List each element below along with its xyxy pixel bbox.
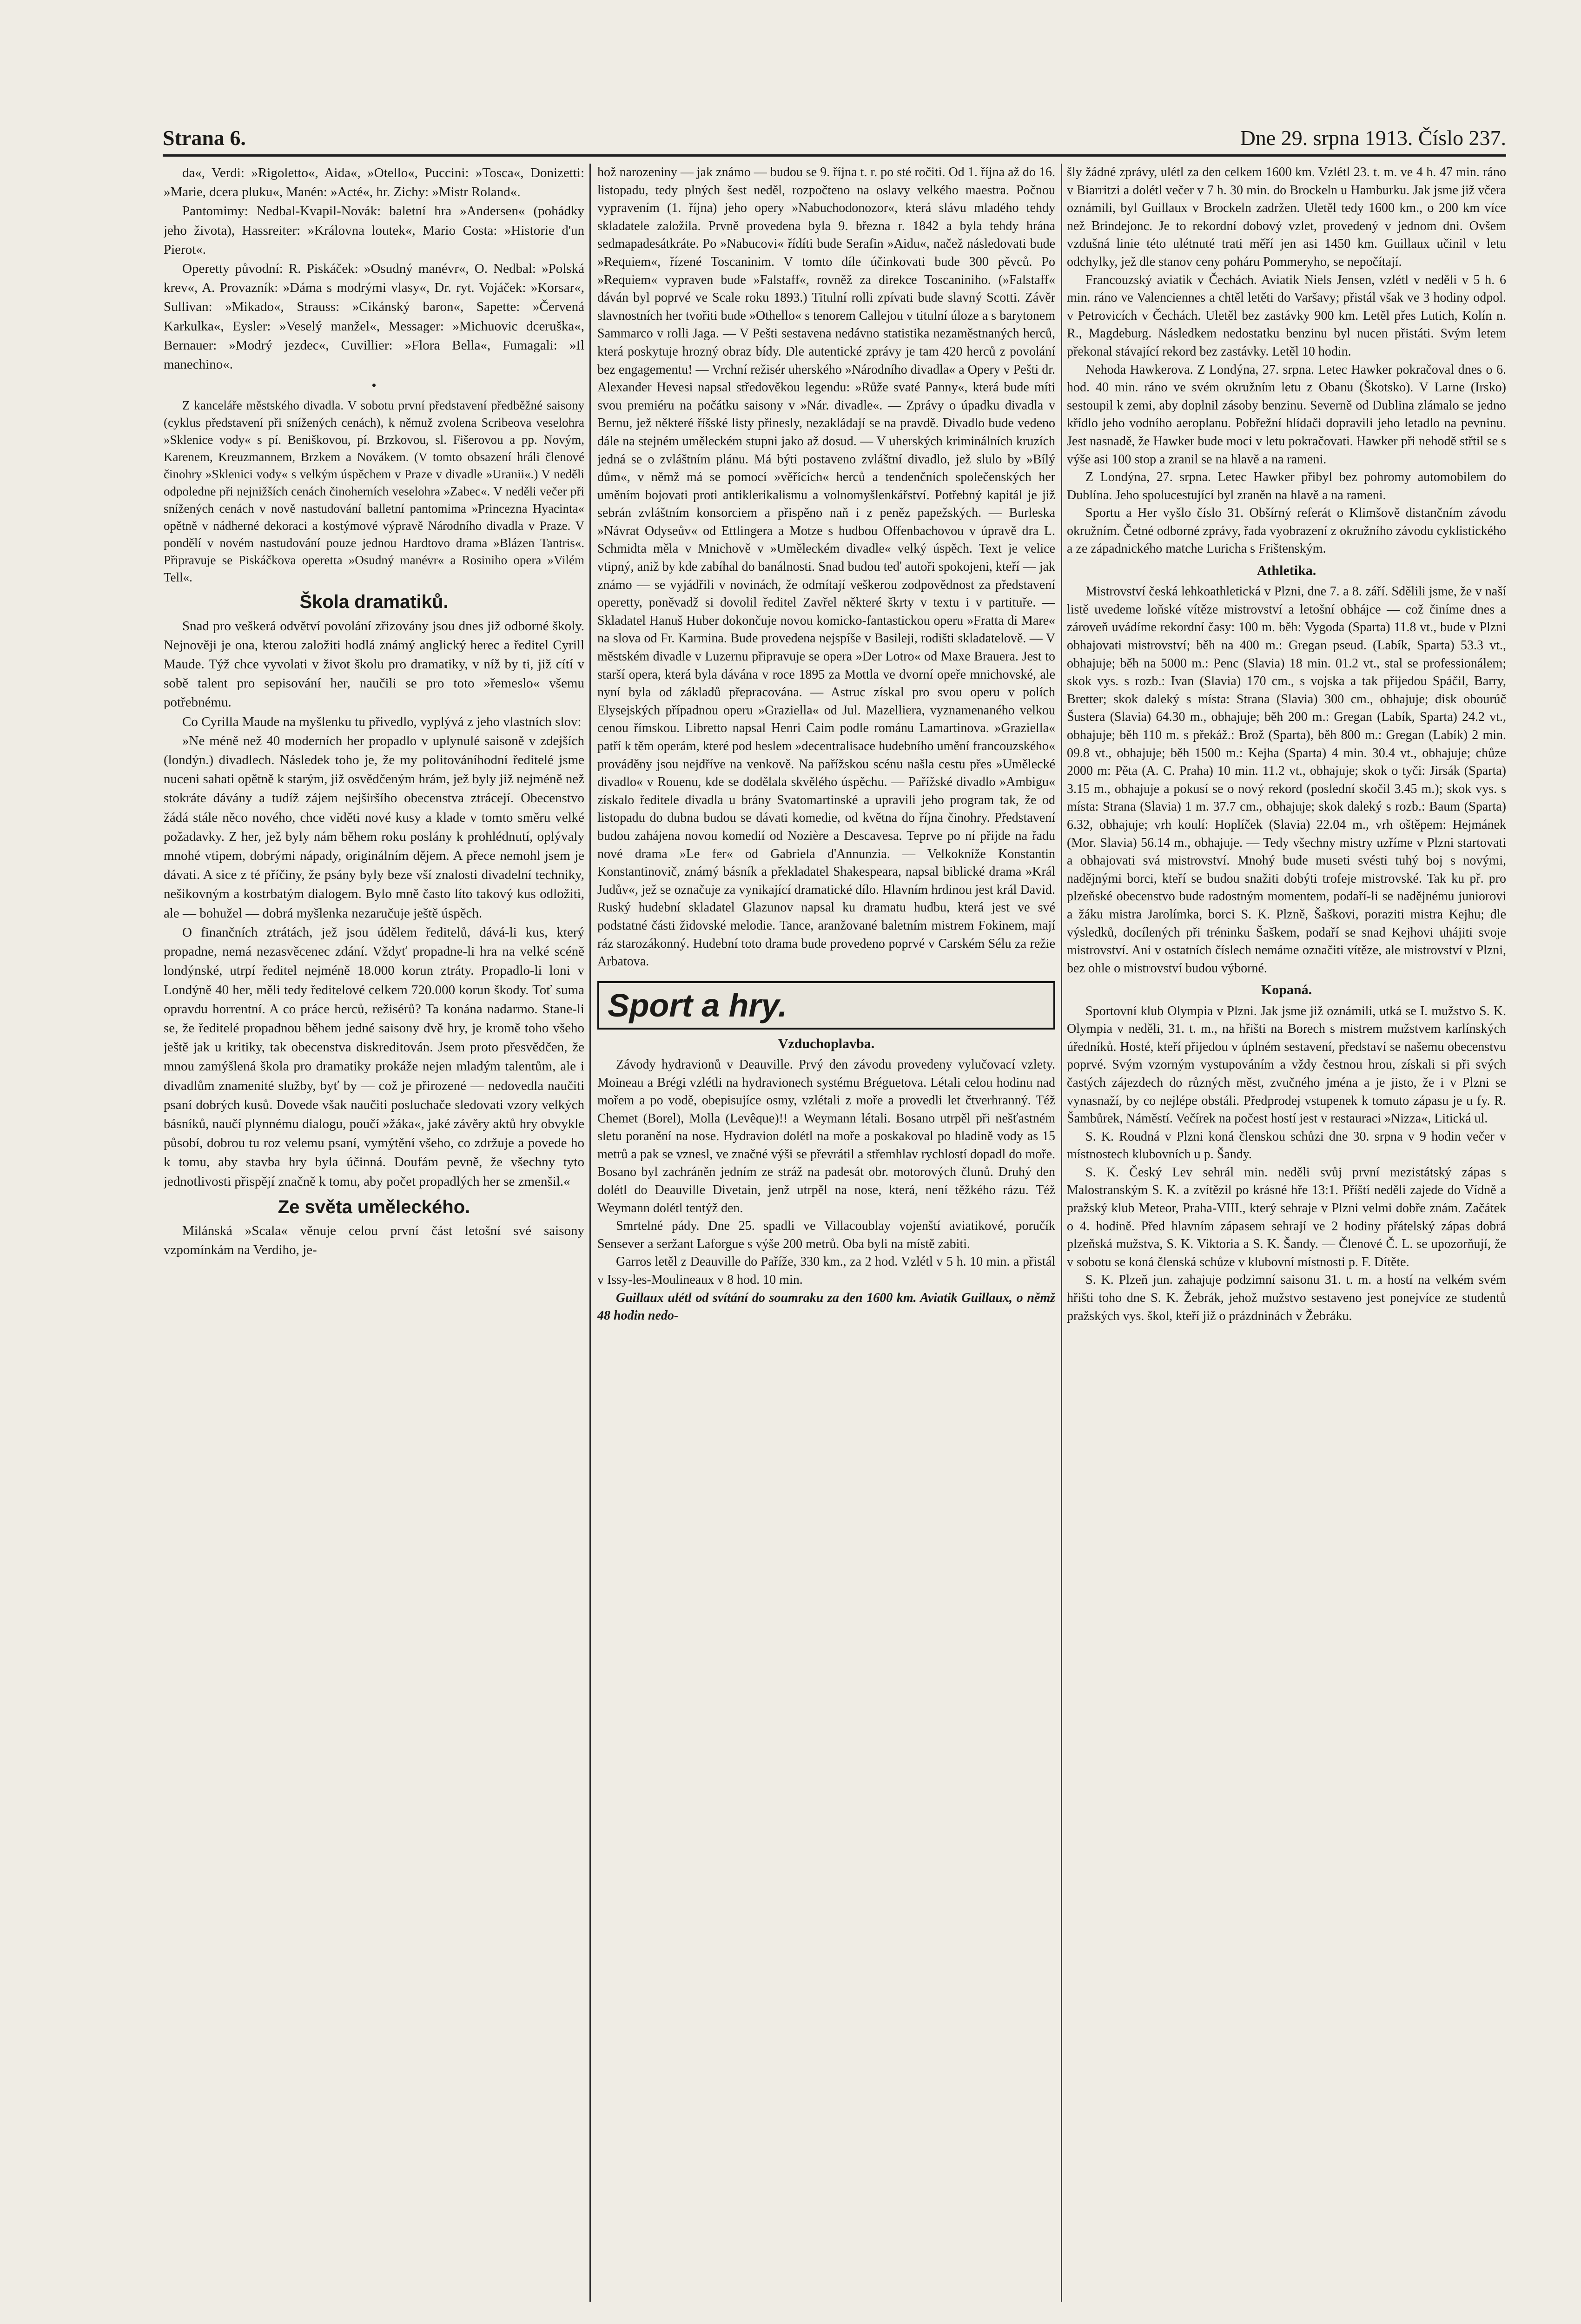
header-rule (163, 154, 1506, 157)
issue-date: Dne 29. srpna 1913. Číslo 237. (1240, 126, 1506, 150)
paragraph: Francouzský aviatik v Čechách. Aviatik Niels Jensen, vzlétl v neděli v 5 h. 6 min. ráno ve Valenciennes a chtěl letěti do Varšavy; přistál však ve 3 hodiny odpol. v Petrovicích v Čechách. Uletěl bez zastávky 900 km. Letěl přes Lutich, Kolín n. R., Magdeburg. Následkem nedostatku benzinu byl nucen přistáti. Svým letem překonal stávající rekord bez zastávky. Letěl 10 hodin. (1067, 272, 1506, 359)
paragraph: Snad pro veškerá odvětví povolání zřizovány jsou dnes již odborné školy. Nejnověji je ona, kterou založiti hodlá známý anglický herec a ředitel Cyrill Maude. Týž chce vyvolati v život školu pro dramatiky, v níž by ti, již cítí v sobě talent pro sepisování her, naučili se pro toto »řemeslo« všemu potřebnému. (164, 618, 584, 710)
paragraph: Sportu a Her vyšlo číslo 31. Obšírný referát o Klimšově distančním závodu okružním. Četné odborné zprávy, řada vyobrazení z okružního závodu cyklistického a ze západnického matche Luricha s Frištenským. (1067, 506, 1506, 556)
column-1 (164, 164, 584, 2311)
paragraph: da«, Verdi: »Rigoletto«, Aida«, »Otello«, Puccini: »Tosca«, Donizetti: »Marie, dcera pluku«, Manén: »Acté«, hr. Zichy: »Mistr Roland«. (164, 165, 584, 200)
subsection-title: Vzduchoplavba. (778, 1036, 875, 1051)
paragraph: Mistrovství česká lehkoathletická v Plzni, dne 7. a 8. září. Sdělili jsme, že v naší listě uvedeme loňské vítěze mistrovství a letošní obhájce — což činíme dnes a zároveň uvádíme rekordní časy: 100 m. běh: Vygoda (Sparta) 11.8 vt., bude v Plzni obhajovati mistrovství; běh na 400 m.: Gregan pseud. (Labík, Sparta) 53.3 vt., obhajuje; běh na 5000 m.: Penc (Slavia) 18 min. 01.2 vt., stal se professionálem; skok vys. s rozb.: Ivan (Slavia) 170 cm., s vojska a tak přijedou Spáčil, Barry, Bretter; skok daleký s místa: Strana (Slavia) 300 cm., obhajuje; disk obourúč Šustera (Slavia) 64.30 m., obhajuje; běh 200 m.: Gregan (Labík, Sparta) 24.2 vt., obhajuje; běh 110 m. s překáž.: Brož (Sparta), běh 800 m.: Gregan (Labík) 2 min. 09.8 vt., obhajuje; běh 1500 m.: Kejha (Sparta) 4 min. 30.4 vt., obhajuje; chůze 2000 m: Pěta (A. C. Praha) 10 min. 11.2 vt., obhajuje; skok o tyči: Jirsák (Sparta) 3.15 m., obhajuje a pokusí se o nový rekord (poslední skočil 3.45 m.); skok vys. s místa: Strana (Slavia) 1 m. 37.7 cm., obhajuje; skok daleký s rozb.: Baum (Sparta) 6.32, obhajuje; vrh koulí: Hoplíček (Slavia) 22.04 m., vrh oštěpem: Hejmánek (Mor. Slavia) 56.14 m., obhajuje. — Tedy všechny mistry uzříme v Plzni startovati a obhajovati svá mistrovství. Mnohý bude museti svésti tuhý boj s novými, nadějnými borci, kteří se budou snažiti dobýti trofeje mistrovské. Tak ku př. pro plzeňské obecenstvo bude radostným momentem, podaří-li se nadějnému juniorovi a žáku mistra Jarolímka, borci S. K. Plzně, Šaškovi, poraziti mistra Kejhu; dle výsledků, docílených při tréninku Šaškem, podaří se snad Kejhovi uhájiti svoje mistrovství. Ani v ostatních číslech nemáme označiti vítěze, ale mistrovství v Plzni, bez ohle o mistrovství budou výborné. (1067, 584, 1506, 976)
section-title: Ze světa uměleckého. (278, 1196, 470, 1217)
separator: • (371, 378, 377, 394)
paragraph: Pantomimy: Nedbal-Kvapil-Novák: baletní hra »Andersen« (pohádky jeho života), Hassreiter: »Královna loutek«, Mario Costa: »Historie d'un Pierot«. (164, 204, 584, 257)
paragraph: Nehoda Hawkerova. Z Londýna, 27. srpna. Letec Hawker pokračoval dnes o 6. hod. 40 min. ráno ve svém okružním letu z Obanu (Škotsko). V Larne (Irsko) sestoupil k zemi, aby doplnil zásoby benzinu. Severně od Dublina zlámalo se jedno křídlo jeho vodního aeroplanu. Pobřežní hlídači dopravili jeho letadlo na pevninu. Jest nasnadě, že Hawker bude moci v letu pokračovati. Hawker při nehodě střtil se s výše asi 100 stop a zranil se na hlavě a na rameni. (1067, 362, 1506, 467)
paragraph: »Ne méně než 40 moderních her propadlo v uplynulé saisoně v zdejších (londýn.) divadlech. Následek toho je, že my politováníhodní ředitelé jsme nuceni sahati opětně k starým, již osvědčeným hrám, jež byly již nejméně než stokráte dávány a tudíž zájem nejširšího obecenstva ztrácejí. Obecenstvo žádá stále něco nového, chce viděti nové kusy a klade v tomto směru velké požadavky. Z her, jež byly nám během roku poslány k prohlédnutí, oplývaly mnohé vtipem, dobrými nápady, originálním dějem. A přece nemohl jsem je dávati. A sice z té příčiny, že psány byly beze vší znalosti divadelní techniky, nešikovným a kostrbatým dialogem. Bylo mně často líto takový kus odložiti, ale — bohužel — dobrá myšlenka nezaručuje ještě úspěch. (164, 733, 584, 921)
sport-section-banner: Sport a hry. (597, 981, 1055, 1030)
paragraph: S. K. Český Lev sehrál min. neděli svůj první mezistátský zápas s Malostranským S. K. a zvítězil po krásné hře 13:1. Příští neděli zajede do Vídně a pražský klub Meteor, Praha-VIII., který sehraje v Plzni velmi dobře znám. Začátek o 4. hodině. Před hlavním zápasem sehrají ve 2 hodiny přátelský zápas dobrá plzeňská mužstva, S. K. Viktoria a S. K. Šandy. — Členové Č. L. se upozorňují, že v sobotu se koná členská schůze v klubovní místnosti p. F. Dítěte. (1067, 1165, 1506, 1269)
page-header (163, 122, 1506, 159)
subsection-title: Athletika. (1257, 563, 1316, 579)
column-3 (1067, 164, 1506, 2311)
paragraph: Garros letěl z Deauville do Paříže, 330 km., za 2 hod. Vzlétl v 5 h. 10 min. a přistál v Issy-les-Moulineaux v 8 hod. 10 min. (597, 1254, 1055, 1287)
subsection-title: Kopaná. (1261, 982, 1312, 998)
column-divider (1061, 164, 1062, 2302)
paragraph: S. K. Roudná v Plzni koná členskou schůzi dne 30. srpna v 9 hodin večer v místnostech klubovních u p. Šandy. (1067, 1129, 1506, 1162)
paragraph: hož narozeniny — jak známo — budou se 9. října t. r. po sté ročiti. Od 1. října až do 16. listopadu, tedy plných šest neděl, rozpočteno na oslavy velkého maestra. Počnou vypravením (1. října) jeho opery »Nabuchodonozor«, která slávu mladého tehdy skladatele založila. Prvně provedena byla 9. března r. 1842 a byla tehdy hrána sedmapadesátkráte. Po »Nabucovi« řídíti bude Serafin »Aidu«, načež následovati bude »Requiem«, řízené Toscaninim. V tomto díle účinkovati bude 300 pěvců. Po »Requiem« vypraven bude »Falstaff«, rovněž za direkce Toscaniniho. (»Falstaff« dáván byl poprvé ve Scale roku 1893.) Titulní rolli zpívati bude slavný Scotti. Závěr slavnostních her tvořiti bude »Othello« s tenorem Callejou v titulní úloze a s barytonem Sammarco v rolli Jaga. — V Pešti sestavena nedávno statistika nezaměstnaných herců, která poskytuje hrozný obraz bídy. Dle autentické zprávy je tam 420 herců z povolání bez engagementu! — Vrchní režisér uherského »Národního divadla« a Opery v Pešti dr. Alexander Hevesi napsal středověkou legendu: »Růže svaté Panny«, která bude míti svou premiéru na počátku saisony v »Nár. divadle«. — Zprávy o úpadku divadla v Bernu, jež některé říšské listy přinesly, nezakládají se na pravdě. Divadlo bude vedeno dále na stejném uměleckém stupni jako až dosud. — V uherských kriminálních kruzích jedná se o zvláštním plánu. Má býti postaveno zvláštní divadlo, jež slulo by »Bílý dům«, v němž má se pomocí »věřících« herců a tendenčních společenských her uměním bojovati proti antiklerikalismu a volnomyšlenkářství. Potřebný kapitál je již sebrán zvláštním konsorciem a přispěno naň i z peněz papežských. — Burleska »Návrat Odyseův« od Ettlingera a Motze s hudbou Offenbachovou v úpravě dra L. Schmidta měla v Mnichově v »Uměleckém divadle« velký úspěch. Text je velice vtipný, aniž by kde zabíhal do banálnosti. Snad budou teď autoři spokojeni, kteří — jak známo — se vyjádřili v novinách, že odmítají veškerou zodpovědnost za představení operetty, poněvadž si dovolil ředitel Zavřel některé škrty v textu i v partituře. — Skladatel Hanuš Huber dokončuje novou komicko-fantastickou operu »Fratta di Mare« na slova od Fr. Karmina. Bude provedena nejspíše v Basileji, rodišti skladatelově. — V městském divadle v Luzernu připravuje se opera »Der Lotro« od Maxe Brauera. Jest to starší opera, která byla dávána v roce 1895 za Mottla ve dvorní opeře mnichovské, ale nyní byla od základů přepracována. — Astruc získal pro svou operu v polích Elysejských případnou operu »Graziella« od Jul. Mazelliera, vyznamenaného velkou cenou římskou. Libretto napsal Henri Caim podle románu Lamartinova. »Graziella« patří k těm operám, které pod heslem »decentralisace hudebního umění francouzského« prováděny jsou nejdříve na venkově. Na pařížskou scénu našla cestu přes »Umělecké divadlo« v Rouenu, kde se dodělala skvělého úspěchu. — Pařížské divadlo »Ambigu« získalo ředitele divadla u brány Svatomartinské a upravili jeho program tak, že od listopadu do dubna budou se dávati komedie, od května do října činohry. Představení budou zahájena novou komedií od Nozière a Descavesa. Teprve po ní přijde na řadu nové drama »Le fer« od Gabriela d'Annunzia. — Velkokníže Konstantin Konstantinovič, známý básník a překladatel Shakespeara, napsal biblické drama »Král Judův«, jež se označuje za vynikající dramatické dílo. Hlavním hrdinou jest král David. Ruský hudební skladatel Glazunov napsal ku dramatu hudbu, která jest ve své podstatné části židovské melodie. Tance, aranžované baletním mistrem Fokinem, mají ráz starozákonný. Hudební toto drama bude provedeno poprvé v Carském Sélu za režie Arbatova. (597, 165, 1055, 969)
paragraph: Co Cyrilla Maude na myšlenku tu přivedlo, vyplývá z jeho vlastních slov: (182, 714, 582, 729)
paragraph: Guillaux ulétl od svítání do soumraku za den 1600 km. Aviatik Guillaux, o němž 48 hodin nedo- (597, 1290, 1055, 1323)
paragraph: Z Londýna, 27. srpna. Letec Hawker přibyl bez pohromy automobilem do Dublína. Jeho spolucestující byl zraněn na hlavě a na rameni. (1067, 470, 1506, 502)
page-number: Strana 6. (163, 126, 246, 150)
paragraph: Sportovní klub Olympia v Plzni. Jak jsme již oznámili, utká se I. mužstvo S. K. Olympia v neděli, 31. t. m., na hřišti na Borech s mistrem mužstvem karlínských úředníků. Hosté, kteří přijedou v úplném sestavení, představí se našemu obecenstvu poprvé. Svým vzorným vystupováním a vždy čestnou hrou, získali si při svých častých zájezdech do různých měst, zvučného jména a je jisto, že i v Plzni se vynasnaží, by co nejlépe obstáli. Předprodej vstupenek k tomuto zápasu je u fy. R. Šambůrek, Náměstí. Večírek na počest hostí jest v restauraci »Nizza«, Litická ul. (1067, 1004, 1506, 1126)
section-title: Škola dramatiků. (299, 592, 449, 613)
paragraph: O finančních ztrátách, jež jsou údělem ředitelů, dává-li kus, který propadne, nemá nezasvěcenec zdání. Vždyť propadne-li hra na velké scéně londýnské, utrpí ředitel nejméně 18.000 korun ztráty. Propadlo-li loni v Londýně 40 her, měli tedy ředitelové celkem 720.000 korun škody. Toť suma opravdu horrentní. A co práce herců, režisérů? Ta konána nadarmo. Stane-li se, že ředitelé propadnou během jedné saisony dvě hry, je kromě toho všeho ještě jak u kritiky, tak obecenstva diskreditován. Jsem proto přesvědčen, že mnou zamýšlená škola pro dramatiky prokáže nejen mladým talentům, ale i divadlům znamenité služby, byť by — což je přirozené — nedovedla naučiti psaní dobrých kusů. Dovede však naučiti posluchače sledovati vzory velkých básníků, naučí plynnému dialogu, poučí »žáka«, jaké závěry aktů hry obvykle působí, dobrou tu roz velemu psaní, vymýtění všeho, co zdržuje a povede ho k tomu, aby stavba hry byla účinná. Doufám pevně, že všechny tyto jednotlivosti přispějí značně k tomu, aby počet propadlých her se zmenšil.« (164, 924, 584, 1189)
column-divider (589, 164, 591, 2302)
paragraph: Z kanceláře městského divadla. V sobotu první představení předběžné saisony (cyklus představení při snížených cenách), k němuž zvolena Scribeova veselohra »Sklenice vody« s pí. Beniškovou, pí. Brzkovou, sl. Fišerovou a pp. Novým, Karenem, Kreuzmannem, Brzkem a Novákem. (V tomto obsazení hráli členové činohry »Sklenici vody« s velkým úspěchem v Praze v divadle »Uranii«.) V neděli odpoledne při nejnižších cenách činoherních veselohra »Zabec«. V neděli večer při snížených cenách v nově nastudování balletní pantomima »Princezna Hyacinta« opětně v nádherné dekoraci a kostýmové výpravě Národního divadla v Praze. V pondělí v novém nastudování pouze jednou Hardtovo drama »Blázen Tantris«. Připravuje se Piskáčkova operetta »Osudný manévr« a Rosiniho opera »Vilém Tell«. (164, 398, 584, 585)
paragraph: S. K. Plzeň jun. zahajuje podzimní saisonu 31. t. m. a hostí na velkém svém hřišti toho dne S. K. Žebrák, jehož mužstvo sestaveno jest ponejvíce ze studentů pražských vys. škol, kteří již o prázdninách v Žebráku. (1067, 1273, 1506, 1323)
paragraph: Operetty původní: R. Piskáček: »Osudný manévr«, O. Nedbal: »Polská krev«, A. Provazník: »Dáma s modrými vlasy«, Dr. ryt. Vojáček: »Korsar«, Sullivan: »Mikado«, Strauss: »Cikánský baron«, Sapette: »Červená Karkulka«, Eysler: »Veselý manžel«, Messager: »Michuovic dceruška«, Bernauer: »Modrý jezdec«, Cuvillier: »Flora Bella«, Fumagali: »Il manechino«. (164, 261, 584, 372)
paragraph: šly žádné zprávy, ulétl za den celkem 1600 km. Vzlétl 23. t. m. ve 4 h. 47 min. ráno v Biarritzi a dolétl večer v 7 h. 30 min. do Brockeln u Hamburku. Jak jsme již včera oznámili, byl Guillaux v Brockeln zadržen. Uletěl tedy 1600 km., o 200 km více než Brindejonc. Je to rekordní dobový vzlet, provedený v jednom dni. Ovšem vzdušná linie této ulétnuté trati měří jen asi 1450 km. Guillaux učinil v letu odchylky, jež dle stanov ceny poháru Pommeryho, se nepočítají. (1067, 165, 1506, 269)
paragraph: Milánská »Scala« věnuje celou první část letošní své saisony vzpomínkám na Verdiho, je- (164, 1223, 584, 1258)
paragraph: Závody hydravionů v Deauville. Prvý den závodu provedeny vylučovací vzlety. Moineau a Brégi vzlétli na hydravionech systému Bréguetova. Létali celou hodinu nad mořem a po vodě, obepisujíce osmy, vzlétali z moře a provedli let čtverhranný. Též Chemet (Borel), Molla (Levêque)!! a Weymann létali. Bosano utrpěl při nešťastném sletu poranění na nose. Hydravion dolétl na moře a poskakoval po hladině vody as 15 metrů a pak se vznesl, ve značné výši se převrátil a střemhlav rychlostí dopadl do moře. Bosano byl zachráněn jedním ze stráž na padesát obr. motorových člunů. Druhý den dolétl do Deauville Divetain, jenž utrpěl na nose, která, není těžkého rázu. Též Weymann dolétl tentýž den. (597, 1057, 1055, 1215)
paragraph: Smrtelné pády. Dne 25. spadli ve Villacoublay vojenští aviatikové, poručík Sensever a seržant Laforgue s výše 200 metrů. Oba byli na místě zabiti. (597, 1219, 1055, 1251)
column-2 (597, 164, 1055, 2311)
